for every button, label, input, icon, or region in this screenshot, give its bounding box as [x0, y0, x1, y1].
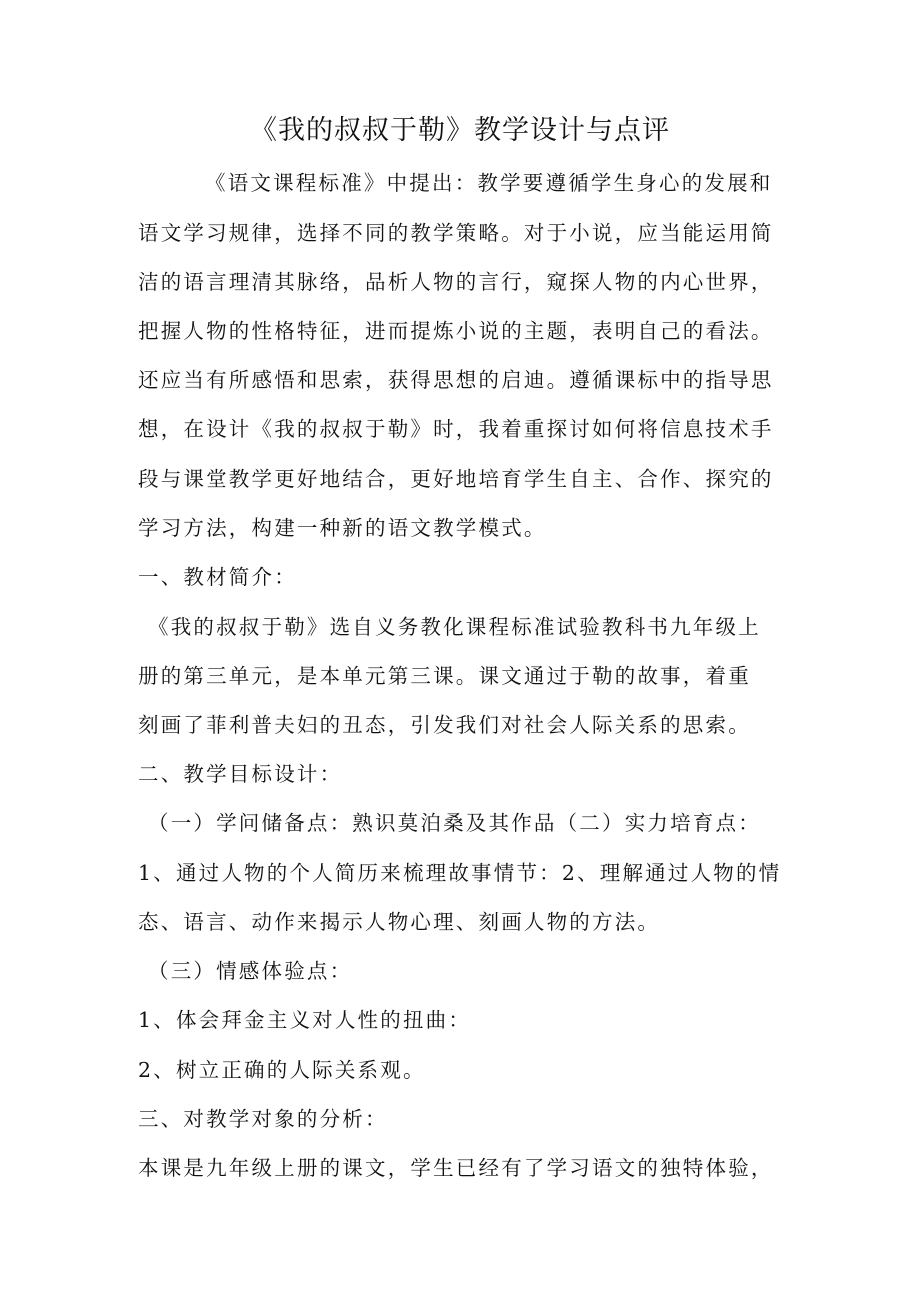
document-title: 《我的叔叔于勒》教学设计与点评	[250, 115, 670, 146]
section-line: 1、体会拜金主义对人性的扭曲：	[138, 1008, 472, 1032]
intro-line: 想，在设计《我的叔叔于勒》时，我着重探讨如何将信息技术手	[138, 417, 774, 441]
section-heading: 三、对教学对象的分析：	[138, 1107, 388, 1131]
section-line: 《我的叔叔于勒》选自义务教化课程标准试验教科书九年级上	[148, 615, 761, 639]
intro-line: 段与课堂教学更好地结合，更好地培育学生自主、合作、探究的	[138, 467, 774, 491]
intro-line: 学习方法，构建一种新的语文教学模式。	[138, 516, 547, 540]
section-line: （一）学问储备点：熟识莫泊桑及其作品（二）实力培育点：	[148, 811, 761, 835]
intro-line: 洁的语言理清其脉络，品析人物的言行，窥探人物的内心世界，	[138, 270, 774, 294]
intro-line: 《语文课程标准》中提出：教学要遵循学生身心的发展和	[205, 171, 773, 195]
section-line: （三）情感体验点：	[148, 959, 353, 983]
intro-line: 还应当有所感悟和思索，获得思想的启迪。遵循课标中的指导思	[138, 368, 774, 392]
section-line: 本课是九年级上册的课文，学生已经有了学习语文的独特体验，	[138, 1156, 774, 1180]
section-heading: 二、教学目标设计：	[138, 762, 343, 786]
intro-line: 把握人物的性格特征，进而提炼小说的主题，表明自己的看法。	[138, 319, 774, 343]
section-line: 刻画了菲利普夫妇的丑态，引发我们对社会人际关系的思索。	[138, 713, 751, 737]
section-line: 态、语言、动作来揭示人物心理、刻画人物的方法。	[138, 910, 661, 934]
section-line: 册的第三单元，是本单元第三课。课文通过于勒的故事，着重	[138, 664, 751, 688]
section-line: 1、通过人物的个人简历来梳理故事情节：2、理解通过人物的情	[138, 861, 782, 885]
intro-line: 语文学习规律，选择不同的教学策略。对于小说，应当能运用简	[138, 221, 774, 245]
section-line: 2、树立正确的人际关系观。	[138, 1058, 426, 1082]
section-heading: 一、教材简介：	[138, 565, 297, 589]
